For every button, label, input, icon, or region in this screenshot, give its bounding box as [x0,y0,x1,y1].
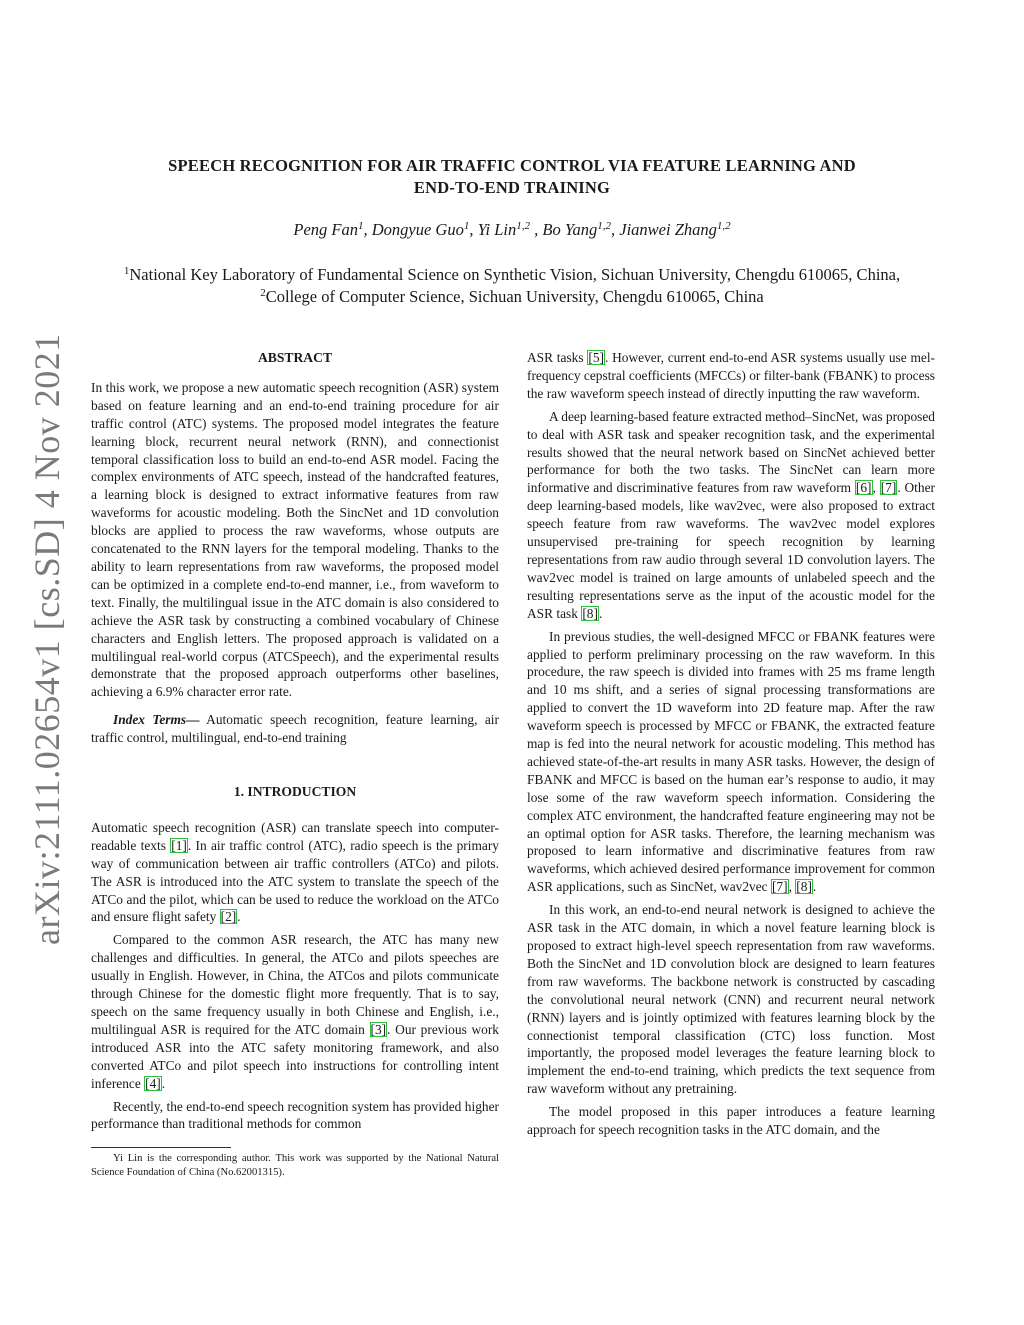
paper-title [120,155,904,199]
footnote: Yi Lin is the corresponding author. This work was supported by the National Natural Science Foundation of China (No.62001315). [91,1153,499,1179]
abstract-text: In this work, we propose a new automatic speech recognition (ASR) system based on feature learning and an end-to-end training procedure for air traffic control (ATC) systems. The proposed model integrates the feature learning block, recurrent neural network (RNN), and connectionist temporal classification loss to build an end-to-end ASR model. Facing the complex environments of ATC speech, instead of the handcrafted features, a learning block is designed to extract informative features from raw waveforms for acoustic modeling. Both the SincNet and 1D convolution blocks are applied to process the raw waveforms, whose outputs are concatenated to the RNN layers for the temporal modeling. Thanks to the ability to learn representations from raw waveforms, the proposed model can be optimized in a complete end-to-end manner, i.e., from waveform to text. Finally, the multilingual issue in the ATC domain is also considered to achieve the ASR task by constructing a combined vocabulary of Chinese characters and English letters. The proposed approach is validated on a multilingual real-world corpus (ATCSpeech), and the experimental results demonstrate that the proposed approach outperforms other baselines, achieving a 6.9% character error rate. [91,379,499,700]
author-affil-sup: 1,2 [716,220,731,232]
intro-paragraph-3: Recently, the end-to-end speech recognition system has provided higher performance than traditional methods for common [91,1098,499,1132]
citation-link[interactable]: [2] [220,909,237,925]
index-terms-label: Index Terms— [113,712,200,728]
right-paragraph-3: In previous studies, the well-designed MFCC or FBANK features were applied to perform preliminary processing on the raw waveform. In this procedure, the raw speech is divided into frames with 25 ms frame length and 10 ms shift, and a series of signal processing transformations are applied to convert the 1D waveform into 2D feature map. After the raw waveform speech is processed by MFCC or FBANK, the extracted feature map is fed into the neural network for acoustic modeling. This method has achieved state-of-the-art results in many ASR tasks. However, the design of FBANK and MFCC is based on the human ear’s response to audio, it may lose some of the raw waveform speech information. Considering the complex ATC environment, the handcrafted feature engineering may not be an optimal option for ASR tasks. Therefore, the learning mechanism was proposed to learn informative and discriminative features from raw waveforms, which achieved desired performance improvement for common ASR applications, such as SincNet, wav2vec [7], [8]. [527,628,935,895]
right-paragraph-2: A deep learning-based feature extracted method–SincNet, was proposed to deal with ASR task and speaker recognition task, and the experimental results showed that the neural network based on SincNet achieved better performance for both the two tasks. The SincNet can learn more informative and discriminative features from raw waveform [6], [7]. Other deep learning-based models, like wav2vec, were also proposed to extract speech feature from raw waveforms. The wav2vec model explores unsupervised pre-training for speech recognition by learning representations from raw audio through several 1D convolution layers. The wav2vec model is trained on large amounts of unlabeled speech and the resulting representations serve as the input of the acoustic model for the ASR task [8]. [527,408,935,621]
author-name: Dongyue Guo [371,220,464,239]
left-column [91,349,499,1180]
citation-link[interactable]: [6] [855,480,872,496]
author-name: Bo Yang [542,220,598,239]
title-line-1: SPEECH RECOGNITION FOR AIR TRAFFIC CONTROL VIA FEATURE LEARNING AND [168,156,856,175]
right-paragraph-5: The model proposed in this paper introduces a feature learning approach for speech recognition tasks in the ATC domain, and the [527,1104,935,1138]
author-name: Yi Lin [477,220,517,239]
right-paragraph-1: ASR tasks [5]. However, current end-to-end ASR systems usually use mel-frequency cepstral coefficients (MFCCs) or filter-bank (FBANK) to process the raw waveform speech instead of directly inputting the raw waveform. [527,350,935,401]
citation-link[interactable]: [1] [171,837,187,853]
index-terms-list: Automatic speech recognition, feature learning, air traffic control, multilingual, end-to-end training [91,712,499,746]
introduction-heading: 1. INTRODUCTION [233,784,357,800]
citation-link[interactable]: [8] [582,605,598,621]
right-column [527,349,935,1139]
author-name: Jianwei Zhang [619,220,717,239]
arxiv-identifier: arXiv:2111.02654v1 [cs.SD] 4 Nov 2021 [27,333,67,945]
author-affil-sup: 1,2 [597,220,611,232]
affiliation-line: $^2$College of Computer Science, Sichuan University, Chengdu 610065, China [260,287,764,306]
index-terms [91,711,499,747]
title-line-2: END-TO-END TRAINING [413,178,611,197]
author-name: Peng Fan [293,220,358,239]
author-affil-sup: 1 [463,220,470,232]
abstract-heading: ABSTRACT [257,350,333,365]
citation-link[interactable]: [7] [880,480,897,496]
citation-link[interactable]: [4] [145,1075,161,1091]
author-affil-sup: 1,2 [516,220,530,232]
citation-link[interactable]: [7] [771,879,788,895]
affiliations [70,264,954,308]
intro-paragraph-2: Compared to the common ASR research, the ATC has many new challenges and difficulties. In general, the ATCo and pilots speeches are usually in English. However, in China, the ATCos and pilots communicate through Chinese for the domestic flight more frequently. That is to say, speech on the same frequency usually in both Chinese and English, i.e., multilingual ASR is required for the ATC domain [3]. Our previous work introduced ASR into the ATC safety monitoring framework, and also converted ATCo and pilot speech into instructions for controlling intent inference [4]. [91,932,499,1091]
intro-paragraph-1: Automatic speech recognition (ASR) can translate speech into computer-readable texts [1]. In air traffic control (ATC), radio speech is the primary way of communication between air traffic controllers (ATCo) and pilots. The ASR is introduced into the ATC system to translate the speech of the ATCo and the pilot, which can be used to reduce the workload on the ATCo and ensure flight safety [2]. [91,819,499,925]
author-list: Peng Fan$^1$, Dongyue Guo$^1$, Yi Lin$^{1,2}$ , Bo Yang$^{1,2}$, Jianwei Zhang$^{1,2}$ [293,220,731,239]
citation-link[interactable]: [3] [370,1021,387,1037]
author-affil-sup: 1 [357,220,364,232]
citation-link[interactable]: [5] [588,350,604,365]
right-paragraph-4: In this work, an end-to-end neural network is designed to achieve the ASR task in the ATC domain, in which a novel feature learning block is proposed to extract high-level speech representation from raw waveforms. Both the SincNet and 1D convolution block are designed to learn features from raw waveforms. The backbone network is constructed by cascading the convolutional neural network (CNN) and recurrent neural network (RNN) layers and is jointly optimized with features learning block by the connectionist temporal classification (CTC) loss function. Most importantly, the proposed model leverages the feature learning block to implement the end-to-end training, which predicts the text sequence from raw waveform without any pretraining. [527,902,935,1097]
affiliation-line: $^1$National Key Laboratory of Fundamental Science on Synthetic Vision, Sichuan University, Chengdu 610065, China, [123,265,901,284]
citation-link[interactable]: [8] [796,879,812,895]
footnote-divider [91,1147,231,1148]
